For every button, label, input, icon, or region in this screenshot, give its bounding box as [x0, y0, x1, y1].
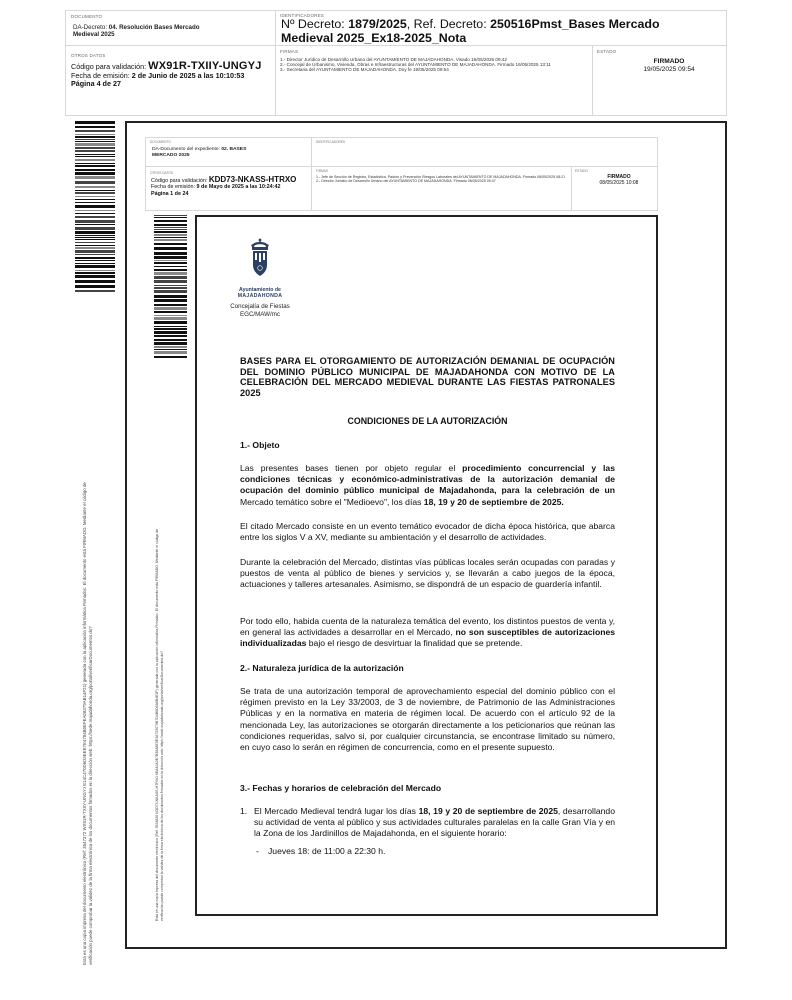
inner-header-documento-cell [145, 137, 312, 167]
decreto-identifier [281, 17, 721, 45]
logo-text-line1: Ayuntamiento de [239, 287, 281, 293]
document-title: BASES PARA EL OTORGAMIENTO DE AUTORIZACIÓN DEMANIAL DE OCUPACIÓN DEL DOMINIO PÚBLICO MUNICIPAL DE MAJADAHONDA CON MOTIVO DE LA CELEBRACIÓN DEL MERCADO MEDIEVAL DURANTE LAS FIESTAS PATRONALES 2025 [240, 356, 615, 398]
documento-prefix: DA-Decreto: [73, 24, 109, 31]
outer-verification-line-1: Esta es una copia impresa del documento electrónico (Ref: 3547372 WX91R-TXIIY-UNGYJ E14C470D6D3EEE7E4784B0EFEA08379AB14F21) generada con la aplicación informática Firmadoc. El documento está FIRMADO. Mediante el código de [82, 482, 87, 965]
emission-date: 2 de Junio de 2025 a las 10:10:53 [131, 70, 245, 80]
documento-title-bold-2: Medieval 2025 [73, 31, 115, 39]
inner-status-date: 08/05/2025 10:08 [599, 179, 639, 186]
ref-prefix: , Ref. Decreto: [406, 17, 491, 31]
text-run: bajo el riesgo de desvirtuar la finalidad que se pretende. [306, 638, 523, 649]
inner-documento-title [152, 147, 307, 159]
inner-emission-date: 9 de Mayo de 2025 a las 10:24:42 [196, 184, 281, 191]
inner-header-estado-cell [571, 166, 658, 211]
inner-estado-label: ESTADO [575, 169, 588, 173]
numbered-list [240, 806, 615, 857]
header-otros-datos-cell [65, 45, 276, 116]
inner-signature-line: 2.- Director Jurídico de Desarrollo Urbano del AYUNTAMIENTO DE MAJADAHONDA. Firmado 08/05/2025 09:37 [316, 179, 496, 184]
barcode-gap [75, 292, 115, 294]
dash-bullet: - [256, 845, 259, 856]
inner-documento-label: DOCUMENTO [150, 140, 171, 144]
section-heading-objeto: 1.- Objeto [240, 440, 280, 450]
documento-label: DOCUMENTO [71, 14, 103, 19]
estado-status [615, 58, 723, 73]
header-identificadores-cell [275, 10, 727, 46]
section-heading-naturaleza: 2.- Naturaleza jurídica de la autorización [240, 663, 404, 673]
inner-page-indicator: Página 1 de 24 [151, 190, 189, 197]
decreto-prefix: Nº Decreto: [281, 17, 349, 31]
inner-fecha-label: Fecha de emisión: [151, 184, 197, 191]
outer-barcode [75, 121, 115, 291]
inner-documento-title-bold-2: MERCADO 2025 [152, 152, 190, 158]
validation-info [71, 62, 276, 89]
inner-signatures-list [316, 175, 569, 183]
header-firmas-cell [275, 45, 593, 116]
paragraph: Durante la celebración del Mercado, distintas vías públicas locales serán ocupadas con paradas y puestos de venta al público de bienes y servicios y, se llevarán a cabo juegos de la época, actuaciones y talleres artesanales. Asimismo, se dispondrá de un espacio de guardería infantil. [240, 557, 615, 590]
estado-label: ESTADO [597, 49, 617, 54]
list-item-number: 1. [240, 806, 248, 816]
inner-header-otros-datos-cell [145, 166, 312, 211]
list-item [240, 806, 615, 840]
signature-line: 2.- Concejal de Urbanismo, Vivienda, Obras e Infraestructuras del AYUNTAMIENTO DE MAJADAHONDA. Firmado 16/05/2025 13:11 [280, 62, 551, 68]
firmas-label: FIRMAS [280, 49, 299, 54]
paragraph [240, 616, 615, 650]
text-run-bold: 18, 19 y 20 de septiembre de 2025. [423, 496, 564, 507]
inner-firmas-label: FIRMAS [316, 169, 329, 173]
text-run: Mercado temático sobre el "Medioevo", los días [240, 496, 424, 507]
outer-verification-text [82, 482, 94, 965]
text-run: El Mercado Medieval tendrá lugar los días [254, 806, 419, 816]
section-heading-fechas: 3.- Fechas y horarios de celebración del Mercado [240, 783, 442, 793]
signature-line: 3.- Secretaria del AYUNTAMIENTO DE MAJADAHONDA. Doy fe 19/05/2025 09:54 [280, 67, 449, 73]
text-run: Las presentes bases tienen por objeto regular el [240, 463, 463, 473]
paragraph: Se trata de una autorización temporal de aprovechamiento especial del dominio público con el régimen previsto en la Ley 33/2003, de 3 de noviembre, de Patrimonio de las Administraciones Públicas y en la normativa en materia de régimen local. De acuerdo con el artículo 92 de la mencionada Ley, las autorizaciones se otorgarán directamente a los peticionarios que reúnan las condiciones requeridas, salvo si, por cualquier circunstancia, se encontrase limitado su número, en cuyo caso lo serán en régimen de concurrencia, como en el presente supuesto. [240, 686, 615, 753]
inner-verification-line-2: verificación puede comprobar la validez de la firma electrónica de los documentos firmados en la dirección web: https://sede.majadahonda.org/portal/verificarDocumentos.do? [159, 650, 164, 921]
documento-title [73, 24, 273, 38]
list-item-text [254, 806, 615, 840]
header-estado-cell [592, 45, 727, 116]
inner-documento-prefix: DA-Documento del expediente: [152, 147, 222, 152]
codigo-label: Código para validación: [71, 62, 149, 71]
text-run: , desarrollando su actividad de venta al público y sus actividades culturales paralelas en la calle Gran Vía y en la Zona de los Jardinillos de Majadahonda, en el siguiente horario: [254, 806, 615, 839]
validation-code: WX91R-TXIIY-UNGYJ [148, 60, 262, 72]
inner-header-firmas-cell [311, 166, 572, 211]
department-name: Concejalía de Fiestas [230, 303, 290, 310]
text-run-bold: 18, 19 y 20 de septiembre de 2025 [418, 806, 558, 816]
document-reference: EGC/MAW/mc [240, 311, 280, 318]
inner-estado-status [582, 175, 656, 187]
text-run-bold: no son susceptibles de autorizaciones individualizadas [240, 627, 615, 649]
decreto-number: 1879/2025 [348, 17, 407, 31]
signatures-list [280, 57, 588, 73]
ref-value: 250516Pmst_Bases Mercado [490, 17, 660, 31]
inner-barcode [154, 215, 187, 357]
inner-documento-title-bold: 02. BASES [221, 147, 247, 152]
schedule-line: Jueves 18: de 11:00 a 22:30 h. [268, 845, 386, 856]
inner-validation-code: KDD73-NKASS-HTRXO [208, 175, 297, 184]
outer-verification-line-2: verificación puede comprobar la validez de la firma electrónica de los documentos firmados en la dirección web: https://sede.majadahonda.org/portal/verificarDocumentos.do? [88, 626, 93, 965]
inner-identificadores-label: IDENTIFICADORES [316, 140, 346, 144]
text-run-bold: procedimiento concurrencial y las condiciones técnicas y económico-administrativas de la autorización demanial de ocupación del dominio público municipal de Majadahonda, para la celebración de un [240, 463, 615, 496]
inner-signature-line: 1.- Jefe de Sección de Registro, Estadística, Padrón y Prevención Riesgos Laborales del AYUNTAMIENTO DE MAJADAHONDA. Firmado 08/05/2025 08:21 [316, 175, 566, 179]
identificadores-label: IDENTIFICADORES [280, 13, 325, 18]
status-date: 19/05/2025 09:54 [643, 65, 695, 73]
inner-verification-line-1: Esta es una copia impresa del documento electrónico (Ref: 3534826 KDD73-NKASS-HTRXO 6EA40A3E7B38A8E5E3A753079B7D4B6D6A6B4E2F) generada con la aplicación informática Firmadoc. El documento está FIRMADO. Mediante el código de [155, 528, 159, 921]
inner-otros-datos-label: OTROS DATOS [150, 171, 173, 175]
inner-verification-text [155, 529, 165, 921]
paragraph: El citado Mercado consiste en un evento temático evocador de dicha época histórica, que abarca entre los siglos V a XV, mediante su ambientación y el desarrollo de actividades. [240, 521, 615, 543]
ref-value-2: Medieval 2025_Ex18-2025_Nota [281, 31, 467, 45]
header-documento-cell [65, 10, 276, 46]
coat-of-arms-icon [248, 238, 272, 280]
document-subtitle: CONDICIONES DE LA AUTORIZACIÓN [347, 416, 508, 426]
text-run: Por todo ello, habida cuenta de la naturaleza temática del evento, los distintos puestos de venta y, en general las actividades a desarrollar en el Mercado, [240, 616, 615, 638]
status-badge: FIRMADO [653, 58, 685, 65]
inner-status-badge: FIRMADO [607, 174, 631, 180]
signature-line: 1.- Director Jurídico de Desarrollo Urbano del AYUNTAMIENTO DE MAJADAHONDA. Visado 16/05/2025 09:42 [280, 57, 507, 62]
inner-header-identificadores-cell [311, 137, 658, 167]
sub-list-item [256, 846, 615, 857]
barcode-gap [154, 358, 187, 359]
inner-codigo-label: Código para validación: [151, 178, 209, 184]
logo-text-line2: MAJADAHONDA [237, 293, 283, 299]
municipality-logo [215, 238, 305, 319]
otros-datos-label: OTROS DATOS [71, 53, 106, 58]
page-indicator: Página 4 de 27 [71, 79, 121, 89]
documento-title-bold: 04. Resolución Bases Mercado [108, 24, 200, 31]
paragraph [240, 463, 615, 508]
fecha-label: Fecha de emisión: [71, 70, 132, 80]
inner-validation-info [151, 177, 311, 197]
